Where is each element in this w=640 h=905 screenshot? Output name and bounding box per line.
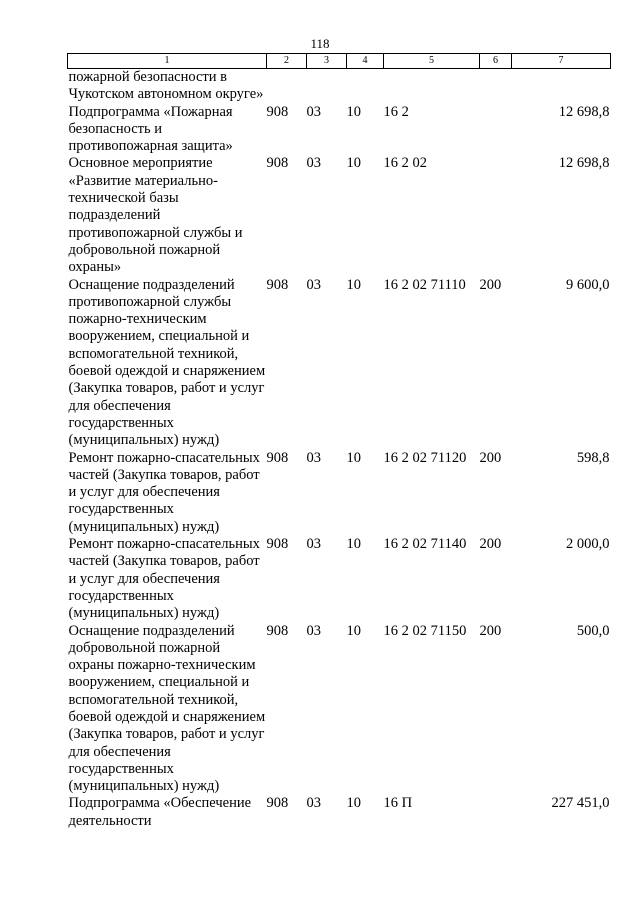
row-name: Подпрограмма «Пожарная безопасность и противопожарная защита» bbox=[68, 103, 233, 155]
row-ministry-code: 908 bbox=[266, 536, 289, 553]
table-row bbox=[68, 277, 611, 450]
row-ministry-code: 908 bbox=[266, 622, 289, 639]
row-target-code: 16 2 02 71140 bbox=[383, 536, 467, 553]
row-expense-type bbox=[480, 104, 512, 156]
row-amount: 500,0 bbox=[576, 622, 610, 639]
table-row bbox=[68, 450, 611, 536]
row-expense-type: 200 bbox=[479, 536, 502, 553]
row-ministry-code: 908 bbox=[266, 155, 289, 172]
row-section-code: 03 bbox=[306, 276, 321, 293]
row-amount: 227 451,0 bbox=[551, 795, 610, 812]
row-amount: 12 698,8 bbox=[558, 155, 610, 172]
row-subsection-code: 10 bbox=[346, 622, 361, 639]
table-row bbox=[68, 623, 611, 796]
column-header-5: 5 bbox=[384, 54, 480, 69]
column-header-7: 7 bbox=[512, 54, 611, 69]
row-ministry-code: 908 bbox=[266, 795, 289, 812]
row-section-code: 03 bbox=[306, 622, 321, 639]
row-ministry-code: 908 bbox=[266, 103, 289, 120]
budget-table bbox=[67, 53, 611, 830]
column-header-6: 6 bbox=[480, 54, 512, 69]
row-section-code: 03 bbox=[306, 155, 321, 172]
row-expense-type: 200 bbox=[479, 276, 502, 293]
row-section-code bbox=[307, 69, 347, 104]
row-name: Ремонт пожарно-спасательных частей (Закупка товаров, работ и услуг для обеспечения государственных (муниципальных) нужд) bbox=[68, 449, 260, 535]
row-expense-type bbox=[480, 795, 512, 830]
row-section-code: 03 bbox=[306, 536, 321, 553]
row-target-code: 16 2 02 71110 bbox=[383, 276, 466, 293]
row-name: пожарной безопасности в Чукотском автономном округе» bbox=[68, 69, 264, 103]
column-header-2: 2 bbox=[267, 54, 307, 69]
row-target-code: 16 П bbox=[383, 795, 413, 812]
table-row bbox=[68, 104, 611, 156]
row-name: Подпрограмма «Обеспечение деятельности bbox=[68, 795, 252, 829]
row-subsection-code bbox=[347, 69, 384, 104]
row-amount: 2 000,0 bbox=[566, 536, 610, 553]
column-header-4: 4 bbox=[347, 54, 384, 69]
row-name: Оснащение подразделений добровольной пожарной охраны пожарно-техническим вооружением, специальной и вспомогательной техникой, боевой одеждой и снаряжением (Закупка товаров, работ и услуг для обеспечения государственных (муниципальных) нужд) bbox=[68, 622, 266, 795]
table-row bbox=[68, 795, 611, 830]
row-section-code: 03 bbox=[306, 103, 321, 120]
column-header-1: 1 bbox=[68, 54, 267, 69]
row-amount: 12 698,8 bbox=[558, 103, 610, 120]
row-target-code: 16 2 02 71120 bbox=[383, 449, 467, 466]
row-ministry-code: 908 bbox=[266, 449, 289, 466]
row-name: Оснащение подразделений противопожарной службы пожарно-техническим вооружением, специальной и вспомогательной техникой, боевой одеждой и снаряжением (Закупка товаров, работ и услуг для обеспечения государственных (муниципальных) нужд) bbox=[68, 276, 266, 449]
row-target-code: 16 2 02 71150 bbox=[383, 622, 467, 639]
table-header-row bbox=[68, 54, 611, 69]
table-row bbox=[68, 536, 611, 622]
row-subsection-code: 10 bbox=[346, 276, 361, 293]
row-target-code bbox=[384, 69, 480, 104]
row-expense-type: 200 bbox=[479, 449, 502, 466]
page-number: 118 bbox=[310, 36, 330, 51]
row-subsection-code: 10 bbox=[346, 536, 361, 553]
column-header-3: 3 bbox=[307, 54, 347, 69]
row-expense-type bbox=[480, 155, 512, 276]
table-row bbox=[68, 69, 611, 104]
row-section-code: 03 bbox=[306, 795, 321, 812]
row-amount bbox=[512, 69, 611, 104]
row-target-code: 16 2 bbox=[383, 103, 409, 120]
row-subsection-code: 10 bbox=[346, 103, 361, 120]
row-name: Основное мероприятие «Развитие материально-технической базы подразделений противопожарной службы и добровольной пожарной охраны» bbox=[68, 155, 243, 276]
row-expense-type bbox=[480, 69, 512, 104]
row-target-code: 16 2 02 bbox=[383, 155, 427, 172]
row-section-code: 03 bbox=[306, 449, 321, 466]
row-amount: 9 600,0 bbox=[566, 276, 610, 293]
row-name: Ремонт пожарно-спасательных частей (Закупка товаров, работ и услуг для обеспечения государственных (муниципальных) нужд) bbox=[68, 536, 260, 622]
row-ministry-code bbox=[267, 69, 307, 104]
row-subsection-code: 10 bbox=[346, 155, 361, 172]
table-row bbox=[68, 155, 611, 276]
row-amount: 598,8 bbox=[576, 449, 610, 466]
row-ministry-code: 908 bbox=[266, 276, 289, 293]
row-subsection-code: 10 bbox=[346, 449, 361, 466]
row-subsection-code: 10 bbox=[346, 795, 361, 812]
row-expense-type: 200 bbox=[479, 622, 502, 639]
